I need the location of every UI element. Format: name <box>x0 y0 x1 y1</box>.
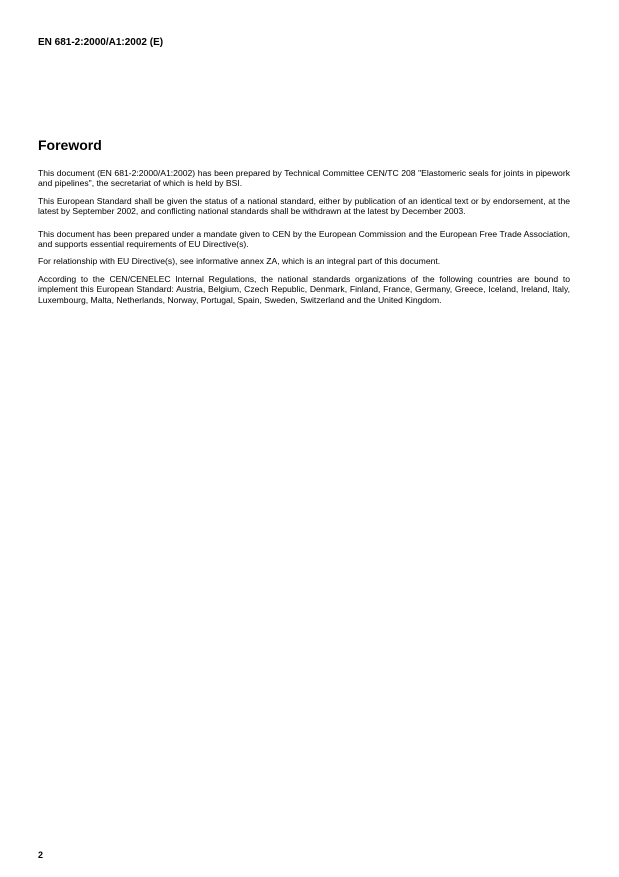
paragraph: This document has been prepared under a mandate given to CEN by the European Commission and the European Free Trade Association, and supports essential requirements of EU Directive(s). <box>38 228 570 250</box>
paragraph: According to the CEN/CENELEC Internal Regulations, the national standards organizations of the following countries are bound to implement this European Standard: Austria, Belgium, Czech Republic, Denmark, Finland, France, Germany, Greece, Iceland, Ireland, Italy, Luxembourg, Malta, Netherlands, Norway, Portugal, Spain, Sweden, Switzerland and the United Kingdom. <box>38 273 570 305</box>
paragraph: This European Standard shall be given the status of a national standard, either by publication of an identical text or by endorsement, at the latest by September 2002, and conflicting national standards shall be withdrawn at the latest by December 2003. <box>38 195 570 217</box>
foreword-body <box>38 168 570 312</box>
paragraph: This document (EN 681-2:2000/A1:2002) has been prepared by Technical Committee CEN/TC 208 "Elastomeric seals for joints in pipework and pipelines", the secretariat of which is held by BSI. <box>38 168 570 189</box>
page-number: 2 <box>38 850 44 860</box>
section-title: Foreword <box>38 137 102 153</box>
paragraph: For relationship with EU Directive(s), see informative annex ZA, which is an integral part of this document. <box>38 256 441 267</box>
document-header: EN 681-2:2000/A1:2002 (E) <box>38 37 164 48</box>
